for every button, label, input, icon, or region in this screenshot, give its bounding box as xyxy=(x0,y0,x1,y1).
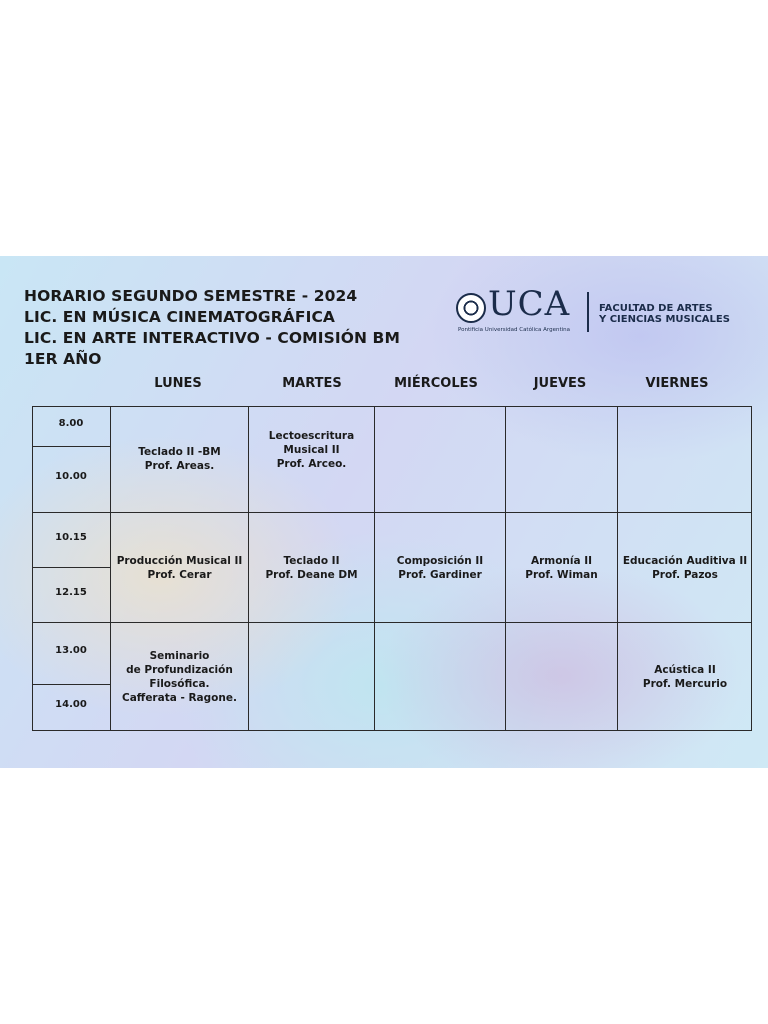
day-header-lunes: LUNES xyxy=(154,376,202,391)
faculty-name xyxy=(599,303,730,325)
professor-name: Cafferata - Ragone. xyxy=(122,692,237,704)
course-name: Armonía II xyxy=(530,554,593,567)
class-cell-martes-1 xyxy=(249,410,374,490)
class-cell-viernes-3 xyxy=(618,623,752,731)
time-slot: 14.00 xyxy=(55,699,87,710)
professor-name: Prof. Gardiner xyxy=(398,568,482,581)
faculty-line-2: Y CIENCIAS MUSICALES xyxy=(599,314,730,325)
uca-wordmark: UCA xyxy=(488,284,571,324)
course-name: Musical II xyxy=(283,444,340,456)
faculty-line-1: FACULTAD DE ARTES xyxy=(599,303,713,314)
course-name: de Profundización xyxy=(126,664,233,676)
course-name: Teclado II -BM xyxy=(138,446,221,458)
university-seal-icon xyxy=(456,293,486,323)
time-slot: 12.15 xyxy=(55,587,87,598)
course-name: Teclado II xyxy=(283,554,340,567)
uca-subtitle: Pontificia Universidad Católica Argentina xyxy=(458,327,570,333)
course-name: Acústica II xyxy=(654,664,716,676)
day-header-viernes: VIERNES xyxy=(645,376,709,391)
logo-divider xyxy=(587,292,589,332)
class-cell-lunes-3 xyxy=(111,623,248,731)
title-line-4: 1ER AÑO xyxy=(24,350,102,368)
class-cell-miercoles-2 xyxy=(375,513,505,622)
schedule-sheet xyxy=(0,256,768,768)
class-cell-viernes-2 xyxy=(618,513,752,622)
class-cell-martes-2 xyxy=(249,513,374,622)
professor-name: Prof. Deane DM xyxy=(265,568,358,581)
course-name: Lectoescritura xyxy=(268,430,355,442)
time-slot: 10.15 xyxy=(55,532,87,543)
time-slot: 13.00 xyxy=(55,645,87,656)
title-line-3: LIC. EN ARTE INTERACTIVO - COMISIÓN BM xyxy=(24,329,400,347)
schedule-grid xyxy=(32,406,752,731)
professor-name: Prof. Cerar xyxy=(147,568,212,581)
class-cell-lunes-2 xyxy=(111,513,248,622)
professor-name: Prof. Areas. xyxy=(144,460,215,472)
schedule-title xyxy=(24,286,400,370)
day-header-miercoles: MIÉRCOLES xyxy=(394,376,478,391)
class-cell-lunes-1 xyxy=(111,406,248,512)
time-slot: 10.00 xyxy=(55,471,87,482)
day-header-jueves: JUEVES xyxy=(533,376,587,391)
uca-logo xyxy=(456,284,746,340)
time-slot: 8.00 xyxy=(58,418,84,429)
course-name: Composición II xyxy=(396,554,484,567)
title-line-2: LIC. EN MÚSICA CINEMATOGRÁFICA xyxy=(24,308,336,326)
course-name: Filosófica. xyxy=(149,678,210,690)
course-name: Producción Musical II xyxy=(116,554,243,567)
professor-name: Prof. Arceo. xyxy=(276,458,347,470)
title-line-1: HORARIO SEGUNDO SEMESTRE - 2024 xyxy=(24,287,358,305)
class-cell-jueves-2 xyxy=(506,513,617,622)
professor-name: Prof. Wiman xyxy=(525,568,598,581)
professor-name: Prof. Pazos xyxy=(652,568,718,581)
course-name: Educación Auditiva II xyxy=(622,554,748,567)
day-header-martes: MARTES xyxy=(282,376,342,391)
course-name: Seminario xyxy=(149,650,210,662)
professor-name: Prof. Mercurio xyxy=(642,678,728,690)
